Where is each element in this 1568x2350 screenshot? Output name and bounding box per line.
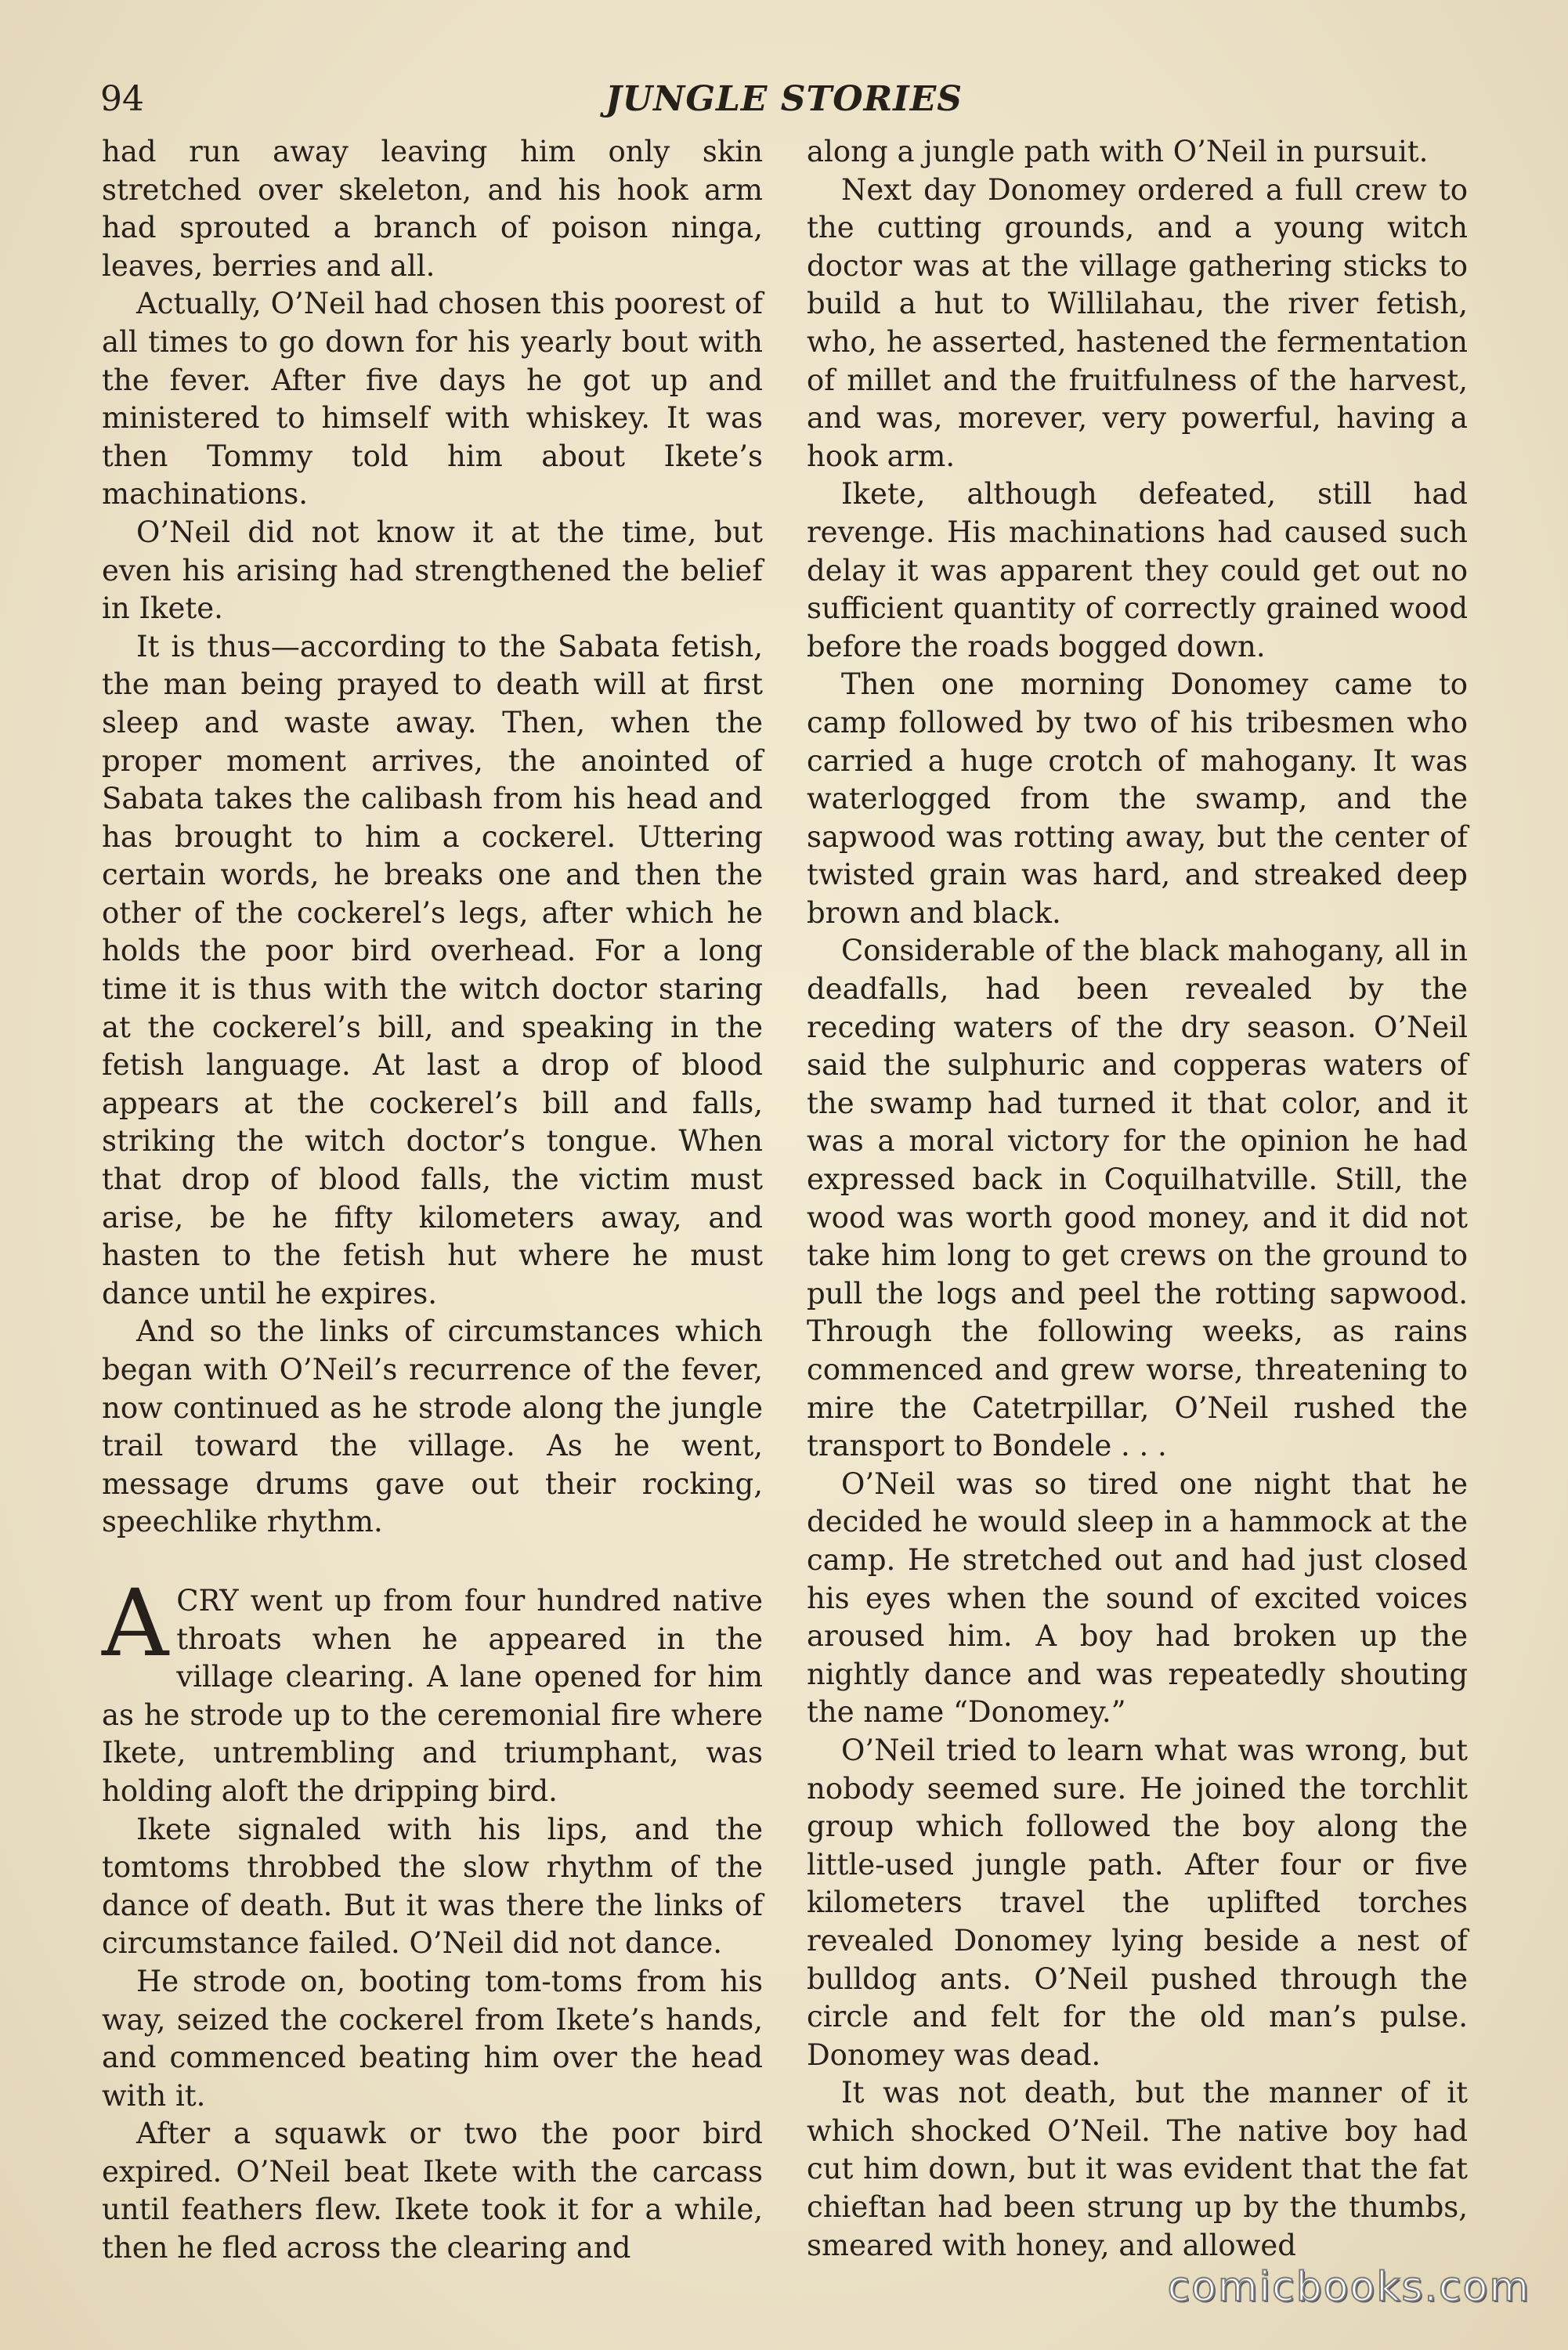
watermark-logo: comicbooks.com [1167, 2264, 1530, 2311]
paragraph: O’Neil did not know it at the time, but even his arising had strengthened the belief in Ikete. [102, 515, 763, 626]
paragraph-text: CRY went up from four hundred native throats when he appeared in the village clearing. A lane opened for him as he strode up to the ceremonial fire where Ikete, untrembling and triumphant, was holding aloft the dripping bird. [102, 1583, 763, 1808]
right-column [807, 133, 1468, 2265]
paragraph: And so the links of circumstances which began with O’Neil’s recurrence of the fever, now continued as he strode along the jungle trail toward the village. As he went, message drums gave out their rocking, speechlike rhythm. [102, 1314, 763, 1539]
paragraph: It was not death, but the manner of it which shocked O’Neil. The native boy had cut him down, but it was evident that the fat chieftan had been strung up by the thumbs, smeared with honey, and allowed [807, 2076, 1468, 2262]
left-column [102, 133, 763, 2268]
running-title: JUNGLE STORIES [605, 79, 963, 119]
paragraph: He strode on, booting tom-toms from his way, seized the cockerel from Ikete’s hands, and commenced beating him over the head with it. [102, 1964, 763, 2113]
paragraph: Actually, O’Neil had chosen this poorest of all times to go down for his yearly bout with the fever. After five days he got up and ministered to himself with whiskey. It was then Tommy told him about Ikete’s machinations. [102, 287, 763, 512]
paragraph: O’Neil was so tired one night that he decided he would sleep in a hammock at the camp. He stretched out and had just closed his eyes when the sound of excited voices aroused him. A boy had broken up the nightly dance and was repeatedly shouting the name “Donomey.” [807, 1466, 1468, 1730]
paragraph: had run away leaving him only skin stretched over skeleton, and his hook arm had sprouted a branch of poison ninga, leaves, berries and all. [102, 135, 763, 283]
paragraph: Considerable of the black mahogany, all in deadfalls, had been revealed by the receding waters of the dry season. O’Neil said the sulphuric and copperas waters of the swamp had turned it that color, and it was a moral victory for the opinion he had expressed back in Coquilhatville. Still, the wood was worth good money, and it did not take him long to get crews on the ground to pull the logs and peel the rotting sapwood. Through the following weeks, as rains commenced and grew worse, threatening to mire the Catetrpillar, O’Neil rushed the transport to Bondele . . . [807, 934, 1468, 1463]
paragraph: Then one morning Donomey came to camp followed by two of his tribesmen who carried a huge crotch of mahogany. It was waterlogged from the swamp, and the sapwood was rotting away, but the center of twisted grain was hard, and streaked deep brown and black. [807, 667, 1468, 930]
paragraph: It is thus—according to the Sabata fetish, the man being prayed to death will at first sleep and waste away. Then, when the proper moment arrives, the anointed of Sabata takes the calibash from his head and has brought to him a cockerel. Uttering certain words, he breaks one and then the other of the cockerel’s legs, after which he holds the poor bird overhead. For a long time it is thus with the witch doctor staring at the cockerel’s bill, and speaking in the fetish language. At last a drop of blood appears at the cockerel’s bill and falls, striking the witch doctor’s tongue. When that drop of blood falls, the victim must arise, be he fifty kilometers away, and hasten to the fetish hut where he must dance until he expires. [102, 629, 763, 1311]
section-opening-paragraph [102, 1568, 763, 1811]
drop-cap: A [102, 1568, 169, 1677]
paragraph: Next day Donomey ordered a full crew to the cutting grounds, and a young witch doctor was at the village gathering sticks to build a hut to Willilahau, the river fetish, who, he asserted, hastened the fermentation of millet and the fruitfulness of the harvest, and was, morever, very powerful, having a hook arm. [807, 172, 1468, 473]
paragraph: After a squawk or two the poor bird expired. O’Neil beat Ikete with the carcass until feathers flew. Ikete took it for a while, then he fled across the clearing and [102, 2117, 763, 2265]
paragraph: Ikete, although defeated, still had revenge. His machinations had caused such delay it was apparent they could get out no sufficient quantity of correctly grained wood before the roads bogged down. [807, 477, 1468, 663]
page-header [100, 72, 1468, 127]
page-number: 94 [100, 79, 144, 119]
paragraph: Ikete signaled with his lips, and the tomtoms throbbed the slow rhythm of the dance of death. But it was there the links of circumstance failed. O’Neil did not dance. [102, 1812, 763, 1961]
paragraph: O’Neil tried to learn what was wrong, but nobody seemed sure. He joined the torchlit group which followed the boy along the little-used jungle path. After four or five kilometers travel the uplifted torches revealed Donomey lying beside a nest of bulldog ants. O’Neil pushed through the circle and felt for the old man’s pulse. Donomey was dead. [807, 1733, 1468, 2072]
paragraph: along a jungle path with O’Neil in pursuit. [807, 135, 1429, 168]
